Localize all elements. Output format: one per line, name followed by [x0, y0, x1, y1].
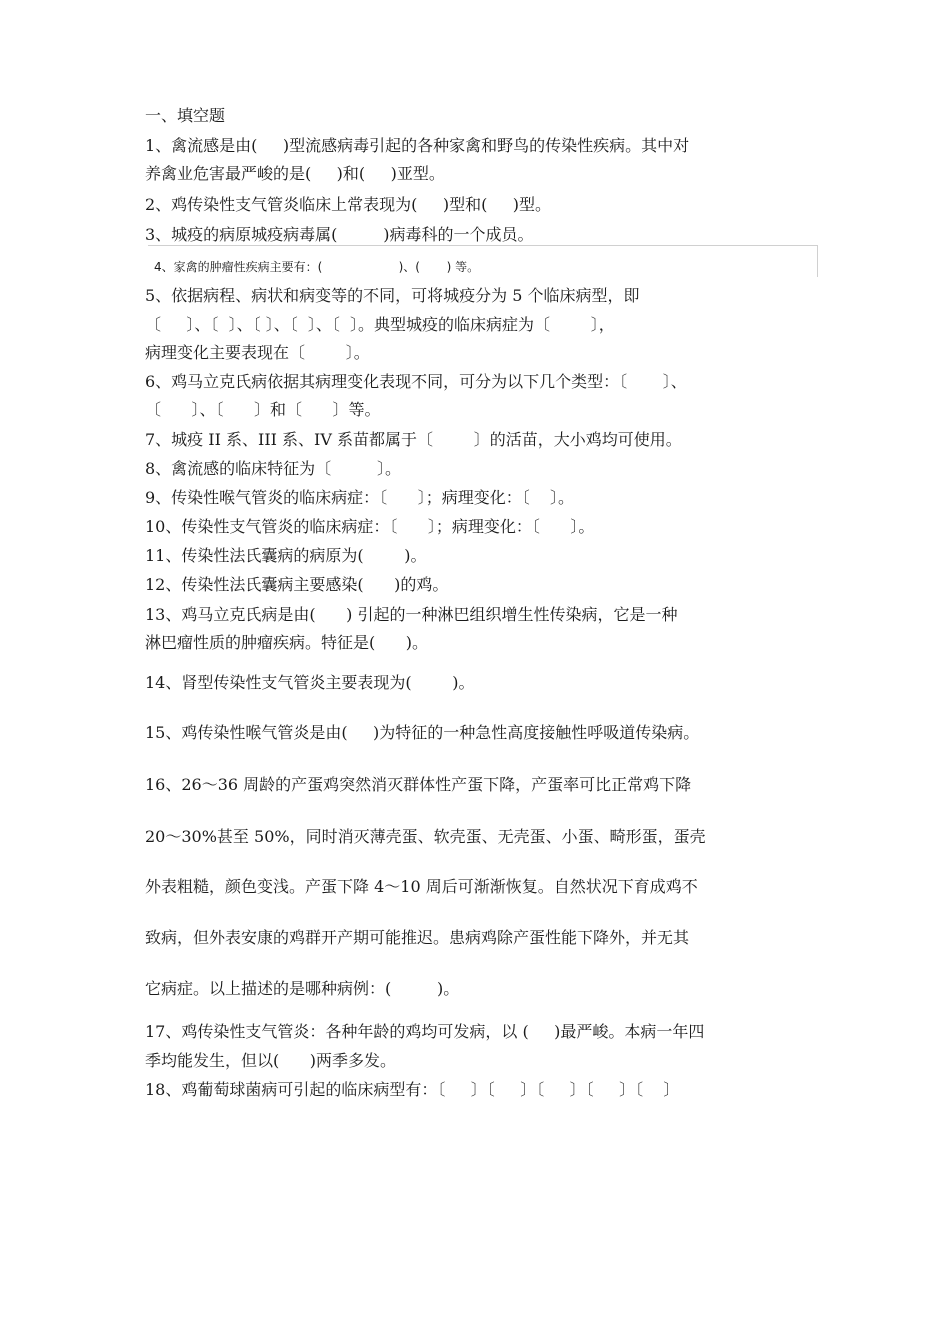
question-8: 8、禽流感的临床特征为〔 〕。	[145, 459, 401, 478]
question-2: 2、鸡传染性支气管炎临床上常表现为( )型和( )型。	[145, 195, 552, 214]
question-5-line-1: 5、依据病程、病状和病变等的不同，可将城疫分为 5 个临床病型，即	[145, 286, 640, 305]
question-13-line-2: 淋巴瘤性质的肿瘤疾病。特征是( )。	[145, 633, 429, 652]
question-1-line-1: 1、禽流感是由( )型流感病毒引起的各种家禽和野鸟的传染性疾病。其中对	[145, 136, 690, 155]
question-11: 11、传染性法氏囊病的病原为( )。	[145, 546, 427, 565]
question-3: 3、城疫的病原城疫病毒属( )病毒科的一个成员。	[145, 225, 534, 244]
question-5-line-2: 〔 〕、〔 〕、〔 〕、〔 〕、〔 〕。典型城疫的临床病症为〔 〕，	[145, 315, 615, 334]
question-9: 9、传染性喉气管炎的临床病症：〔 〕；病理变化：〔 〕。	[145, 488, 575, 507]
question-16-line-1: 16、26～36 周龄的产蛋鸡突然消灭群体性产蛋下降，产蛋率可比正常鸡下降	[145, 775, 692, 794]
question-5-line-3: 病理变化主要表现在〔 〕。	[145, 343, 370, 362]
question-15: 15、鸡传染性喉气管炎是由( )为特征的一种急性高度接触性呼吸道传染病。	[145, 723, 700, 742]
section-title: 一、填空题	[145, 106, 226, 125]
question-16-line-2: 20～30%甚至 50%，同时消灭薄壳蛋、软壳蛋、无壳蛋、小蛋、畸形蛋，蛋壳	[145, 827, 706, 846]
question-6-line-1: 6、鸡马立克氏病依据其病理变化表现不同，可分为以下几个类型：〔 〕、	[145, 372, 687, 391]
question-13-line-1: 13、鸡马立克氏病是由( ) 引起的一种淋巴组织增生性传染病，它是一种	[145, 605, 678, 624]
question-7: 7、城疫 II 系、III 系、IV 系苗都属于〔 〕的活苗，大小鸡均可使用。	[145, 430, 682, 449]
question-12: 12、传染性法氏囊病主要感染( )的鸡。	[145, 575, 449, 594]
question-6-line-2: 〔 〕、〔 〕和〔 〕等。	[145, 400, 381, 419]
question-1-line-2: 养禽业危害最严峻的是( )和( )亚型。	[145, 164, 445, 183]
question-4-box	[148, 245, 818, 277]
question-16-line-4: 致病，但外表安康的鸡群开产期可能推迟。患病鸡除产蛋性能下降外，并无其	[145, 928, 690, 947]
question-4: 4、家禽的肿瘤性疾病主要有：( )、( ) 等。	[154, 260, 480, 274]
question-16-line-5: 它病症。以上描述的是哪种病例：( )。	[145, 979, 460, 998]
question-16-line-3: 外表粗糙，颜色变浅。产蛋下降 4～10 周后可渐渐恢复。自然状况下育成鸡不	[145, 877, 698, 896]
question-17-line-2: 季均能发生，但以( )两季多发。	[145, 1051, 397, 1070]
question-17-line-1: 17、鸡传染性支气管炎：各种年龄的鸡均可发病，以 ( )最严峻。本病一年四	[145, 1022, 705, 1041]
question-18: 18、鸡葡萄球菌病可引起的临床病型有：〔 〕〔 〕〔 〕〔 〕〔 〕	[145, 1080, 680, 1099]
question-14: 14、肾型传染性支气管炎主要表现为( )。	[145, 673, 475, 692]
question-10: 10、传染性支气管炎的临床病症：〔 〕；病理变化：〔 〕。	[145, 517, 595, 536]
